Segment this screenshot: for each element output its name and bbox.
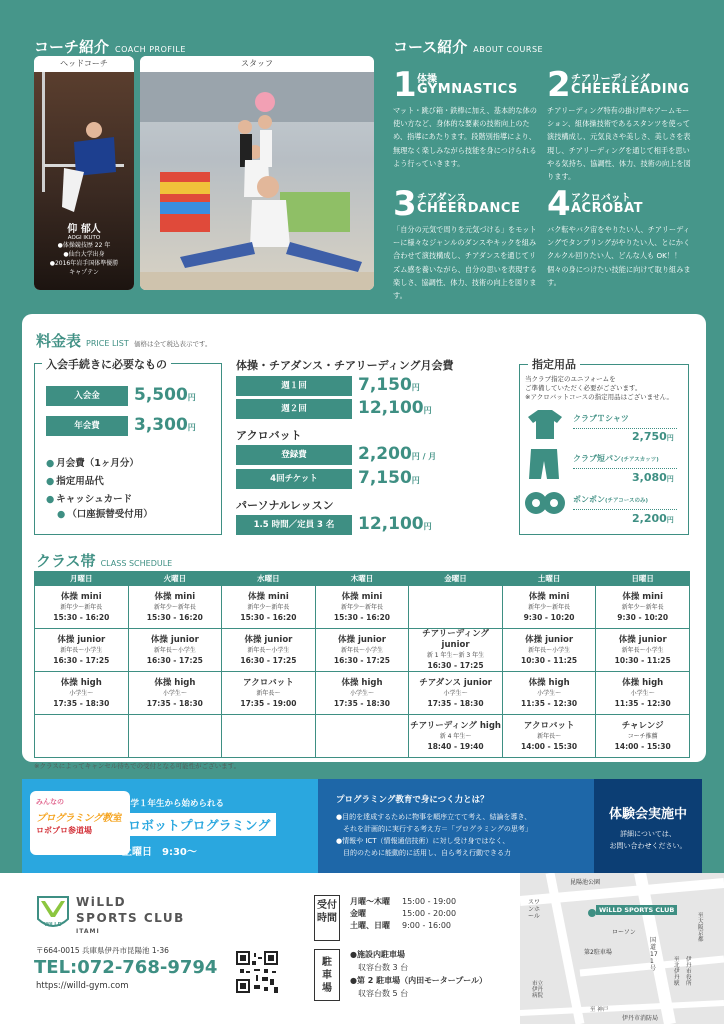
goods-divider bbox=[573, 428, 677, 429]
course-desc: 「自分の元気で周りを元気づける」をモットーに様々なジャンルのダンスやキックを組み合わせて演技構成し、チアダンスを通じてリズム感を養いながら、自分の思いを表現する楽しさ、協調性、体力、技術の向上を図ります。 bbox=[393, 225, 537, 301]
class-time: 16:30 - 17:25 bbox=[427, 661, 484, 670]
tshirt-icon bbox=[526, 408, 564, 440]
class-age: 小学生～ bbox=[630, 689, 655, 697]
personal-title: パーソナルレッスン bbox=[236, 499, 334, 512]
schedule-cell bbox=[315, 586, 409, 629]
class-time: 17:35 - 18:30 bbox=[427, 698, 484, 708]
map-park: 昆陽池公園 bbox=[570, 879, 601, 886]
class-time: 10:30 - 11:25 bbox=[521, 655, 578, 665]
class-age: 新年長～小学生 bbox=[340, 646, 383, 654]
robot-sub: 小学１年生から始められる bbox=[122, 799, 225, 809]
course-number: 2 bbox=[547, 65, 571, 105]
course-number: 1 bbox=[393, 65, 417, 105]
acro-title: アクロバット bbox=[236, 429, 302, 442]
personal-label: 1.5 時間／定員 3 名 bbox=[236, 515, 352, 535]
day-header: 土曜日 bbox=[502, 572, 596, 586]
class-time: 15:30 - 16:20 bbox=[53, 612, 110, 622]
class-age: 新年少～新年長 bbox=[60, 603, 103, 611]
class-age: 小学生～ bbox=[69, 689, 94, 697]
goods-divider bbox=[573, 509, 677, 510]
class-age: 新年少～新年長 bbox=[528, 603, 571, 611]
schedule-cell bbox=[409, 715, 503, 758]
pompom-icon bbox=[524, 488, 566, 522]
programming-info bbox=[318, 779, 594, 873]
schedule-cell bbox=[502, 715, 596, 758]
schedule-cell bbox=[222, 672, 316, 715]
class-age: 小学生～ bbox=[537, 689, 562, 697]
map-club-pin: WiLLD SPORTS CLUB bbox=[596, 905, 677, 915]
emblem-text: WiLLD bbox=[44, 922, 62, 928]
class-name: 体操 junior bbox=[525, 634, 574, 645]
course-gymnastics bbox=[393, 65, 553, 178]
class-age: 新年少～新年長 bbox=[153, 603, 196, 611]
class-age: 新年少～新年長 bbox=[621, 603, 664, 611]
personal-price: 12,100円 bbox=[358, 514, 432, 534]
schedule-cell bbox=[35, 629, 129, 672]
schedule-title: クラス帯 CLASS SCHEDULE bbox=[36, 552, 173, 570]
map-roads bbox=[520, 873, 724, 1024]
hours-row: 月曜～木曜 15:00 - 19:00 bbox=[350, 897, 457, 906]
map-swan: スワンホール bbox=[528, 899, 541, 920]
programming-points: ●目的を達成するために物事を順序立てて考え、結論を導き、 それを計画的に実行する考え方＝「プログラミングの思考」 ●情報や ICT（情報通信技術）に対し受け身ではなく、 目的のために能動的に活用し、自ら考え行動できる力 bbox=[336, 813, 532, 857]
course-desc: チアリーディング特有の掛け声やアームモーション、組体操技術であるスタンツを使って演技構成し、元気良さや美しさ、美しさを表現し、チアリーディングを通じて相手を思いやる気持ち、協調性、体力、技術の向上を図ります。 bbox=[547, 106, 691, 182]
parking-line: 収容台数 3 台 bbox=[350, 963, 409, 972]
class-name: チアリーディング junior bbox=[422, 629, 489, 650]
course-number: 3 bbox=[393, 184, 417, 224]
class-name: 体操 high bbox=[341, 677, 383, 688]
course-section-title: コース紹介 ABOUT COURSE bbox=[393, 38, 544, 56]
brand-line-1: WiLLD bbox=[76, 895, 127, 909]
course-name-jp: チアリーディング bbox=[571, 74, 650, 85]
class-name: 体操 junior bbox=[338, 634, 386, 645]
class-time: 11:35 - 12:30 bbox=[614, 698, 671, 708]
class-time: 14:00 - 15:30 bbox=[614, 741, 671, 751]
schedule-cell bbox=[128, 715, 222, 758]
schedule-cell bbox=[315, 715, 409, 758]
trial-box bbox=[594, 779, 702, 873]
class-age: 新年長～小学生 bbox=[528, 646, 571, 654]
coach-bio-4: キャプテン bbox=[69, 269, 99, 276]
schedule-cell bbox=[409, 629, 503, 672]
day-header: 日曜日 bbox=[596, 572, 690, 586]
class-time: 17:35 - 18:30 bbox=[146, 698, 203, 708]
course-name-en: CHEERLEADING bbox=[571, 82, 690, 97]
coach-name: 仰 郁人 bbox=[67, 224, 101, 235]
class-name: 体操 high bbox=[528, 677, 570, 688]
staff-caption: スタッフ bbox=[140, 56, 374, 72]
brand-line-2: SPORTS CLUB bbox=[76, 911, 185, 925]
footer bbox=[0, 873, 724, 1024]
staff-photo bbox=[140, 56, 374, 290]
class-time: 16:30 - 17:25 bbox=[146, 655, 203, 665]
class-name: 体操 mini bbox=[154, 591, 196, 602]
map-kobe: 至 神戸 bbox=[590, 1007, 609, 1013]
qr-code-icon[interactable] bbox=[236, 951, 278, 993]
day-header: 金曜日 bbox=[409, 572, 503, 586]
head-coach-caption: ヘッドコーチ bbox=[34, 56, 134, 72]
robot-logo bbox=[30, 791, 130, 855]
website-link[interactable]: https://willd-gym.com bbox=[36, 981, 129, 991]
enroll-bullet: ● キャッシュカード bbox=[46, 491, 132, 505]
robot-time: 土曜日 9:30～ bbox=[122, 847, 197, 858]
schedule-cell bbox=[596, 586, 690, 629]
course-desc: マット・跳び箱・鉄棒に加え、基本的な体の使い方など、身体的な要素の技術向上のため、指導にあたります。段階別指導により、無理なく楽しみながら技能を身につけられるよう行っていきます。 bbox=[393, 106, 537, 168]
day-header: 火曜日 bbox=[128, 572, 222, 586]
map-osaka: 至 大阪 京都 bbox=[698, 913, 704, 943]
schedule-cell bbox=[222, 629, 316, 672]
schedule-cell bbox=[128, 586, 222, 629]
schedule-cell bbox=[409, 672, 503, 715]
trial-sub: 詳細については、 bbox=[620, 830, 676, 838]
course-desc: バク転やバク宙をやりたい人、チアリーディングでタンブリングがやりたい人、とにかくクルクル回りたい人、どんな人も OK！！個々の身につけたい技能に向けて取り組みます。 bbox=[547, 225, 691, 287]
goods-pompom-price: 2,200円 bbox=[632, 512, 674, 525]
schedule-cell bbox=[35, 672, 129, 715]
coach-bio-1: ●体操競技歴 22 年 bbox=[57, 242, 111, 249]
schedule-row bbox=[35, 715, 690, 758]
monthly-once-price: 7,150円 bbox=[358, 375, 420, 395]
class-time: 16:30 - 17:25 bbox=[53, 655, 110, 665]
schedule-cell bbox=[502, 672, 596, 715]
staff-illustration bbox=[140, 72, 374, 290]
schedule-row bbox=[35, 629, 690, 672]
map-hospital: 市立伊丹病院 bbox=[532, 981, 544, 999]
course-name-jp: アクロバット bbox=[571, 193, 631, 204]
course-name-en: GYMNASTICS bbox=[417, 82, 518, 97]
parking-line: ●第 2 駐車場（内田モータープール） bbox=[350, 976, 487, 985]
acro-reg-price: 2,200円 / 月 bbox=[358, 444, 437, 464]
schedule-cell bbox=[315, 672, 409, 715]
schedule-row bbox=[35, 586, 690, 629]
robot-logo-mid: プログラミング教室 bbox=[36, 813, 122, 824]
goods-desc: 当クラブ指定のユニフォームを ご準備していただく必要がございます。 ※アクロバットコースの指定用品はございません。 bbox=[525, 375, 674, 401]
class-name: 体操 high bbox=[154, 677, 196, 688]
parking-line: 収容台数 5 台 bbox=[350, 989, 409, 998]
monthly-once-label: 週１回 bbox=[236, 376, 352, 396]
course-acrobat bbox=[547, 184, 707, 297]
class-age: 新年少～新年長 bbox=[340, 603, 383, 611]
schedule-cell bbox=[222, 715, 316, 758]
course-name-en: ACROBAT bbox=[571, 201, 643, 216]
schedule-cell bbox=[409, 586, 503, 629]
trial-title: 体験会実施中 bbox=[608, 807, 687, 822]
annual-fee-label: 年会費 bbox=[46, 416, 128, 436]
class-time: 15:30 - 16:20 bbox=[146, 612, 203, 622]
class-time: 14:00 - 15:30 bbox=[521, 741, 578, 751]
map-city-hall: 伊丹市役所 bbox=[686, 957, 692, 987]
class-name: アクロバット bbox=[523, 720, 575, 731]
class-age: 新年長～ bbox=[256, 689, 281, 697]
parking-line: ●施設内駐車場 bbox=[350, 950, 405, 959]
class-name: チアダンス junior bbox=[419, 677, 492, 688]
access-map[interactable] bbox=[520, 873, 724, 1024]
schedule-cell bbox=[596, 715, 690, 758]
map-fire: 伊丹市消防局 bbox=[622, 1015, 659, 1022]
map-p2: 第2駐車場 bbox=[584, 949, 612, 956]
goods-tshirt-name: クラブＴシャツ bbox=[573, 414, 629, 423]
class-name: 体操 high bbox=[60, 677, 102, 688]
monthly-title: 体操・チアダンス・チアリーディング月会費 bbox=[236, 359, 454, 372]
class-time: 9:30 - 10:20 bbox=[617, 612, 669, 622]
class-age: 小学生～ bbox=[162, 689, 187, 697]
class-name: 体操 mini bbox=[60, 591, 102, 602]
goods-divider bbox=[573, 468, 677, 469]
goods-shorts-price: 3,080円 bbox=[632, 471, 674, 484]
map-kita: 至 北伊丹駅 bbox=[674, 957, 680, 987]
schedule-cell bbox=[502, 629, 596, 672]
class-age: 新年長～小学生 bbox=[247, 646, 290, 654]
map-lawson: ローソン bbox=[612, 929, 636, 936]
schedule-cell bbox=[222, 586, 316, 629]
class-time: 18:40 - 19:40 bbox=[427, 741, 484, 751]
class-time: 10:30 - 11:25 bbox=[614, 655, 671, 665]
schedule-note: ※クラスによってキャンセル待ちでの受付となる可能性がございます。 bbox=[34, 762, 241, 770]
enroll-bullet: ● 月会費（1ヶ月分） bbox=[46, 455, 139, 469]
schedule-row bbox=[35, 672, 690, 715]
monthly-twice-label: 週２回 bbox=[236, 399, 352, 419]
class-name: チャレンジ bbox=[621, 720, 664, 731]
acro-reg-label: 登録費 bbox=[236, 445, 352, 465]
class-age: 小学生～ bbox=[443, 689, 468, 697]
class-name: 体操 junior bbox=[57, 634, 106, 645]
day-header: 水曜日 bbox=[222, 572, 316, 586]
coach-name-en: AOGI IKUTO bbox=[67, 235, 101, 241]
schedule-cell bbox=[596, 672, 690, 715]
class-name: 体操 mini bbox=[528, 591, 570, 602]
day-header: 木曜日 bbox=[315, 572, 409, 586]
class-name: 体操 high bbox=[622, 677, 664, 688]
class-age: 新年少～新年長 bbox=[247, 603, 290, 611]
class-name: 体操 junior bbox=[244, 634, 293, 645]
class-name: チアリーディング high bbox=[410, 720, 501, 731]
course-number: 4 bbox=[547, 184, 571, 224]
shorts-icon bbox=[528, 447, 560, 481]
class-age: 新年長～小学生 bbox=[60, 646, 103, 654]
class-name: 体操 junior bbox=[150, 634, 199, 645]
coach-section-title: コーチ紹介 COACH PROFILE bbox=[34, 38, 186, 56]
enroll-title: 入会手続きに必要なもの bbox=[42, 356, 171, 372]
schedule-cell bbox=[315, 629, 409, 672]
coach-bio-3: ●2016年岩手国体準優勝 bbox=[49, 260, 119, 267]
class-time: 17:35 - 18:30 bbox=[333, 698, 391, 708]
class-name: 体操 mini bbox=[341, 591, 383, 602]
coach-bio-2: ●仙台大学出身 bbox=[63, 251, 105, 258]
acro-ticket-label: 4回チケット bbox=[236, 469, 352, 489]
hours-row: 金曜 15:00 - 20:00 bbox=[350, 909, 457, 918]
class-name: アクロバット bbox=[243, 677, 294, 688]
annual-fee-price: 3,300円 bbox=[134, 415, 196, 435]
goods-title: 指定用品 bbox=[528, 356, 580, 372]
class-time: 11:35 - 12:30 bbox=[521, 698, 578, 708]
enroll-bullet: ● 指定用品代 bbox=[46, 473, 104, 487]
course-name-en: CHEERDANCE bbox=[417, 201, 521, 216]
schedule-cell bbox=[35, 715, 129, 758]
class-age: 新 1 年生～新 3 年生 bbox=[426, 652, 485, 659]
head-coach-photo bbox=[34, 56, 134, 290]
course-name-jp: 体操 bbox=[417, 74, 437, 85]
enroll-bullet-sub: ● （口座振替受付用） bbox=[57, 506, 153, 520]
acro-ticket-price: 7,150円 bbox=[358, 468, 420, 488]
price-list-title: 料金表 PRICE LIST 価格は全て税込表示です。 bbox=[36, 332, 212, 350]
enroll-fee-price: 5,500円 bbox=[134, 385, 196, 405]
class-time: 17:35 - 18:30 bbox=[53, 698, 110, 708]
course-name-jp: チアダンス bbox=[417, 193, 467, 204]
class-age: 新年長～小学生 bbox=[153, 646, 196, 654]
phone-number[interactable]: TEL:072-768-9794 bbox=[34, 957, 218, 978]
class-age: コーチ推薦 bbox=[627, 732, 658, 740]
goods-tshirt-price: 2,750円 bbox=[632, 430, 674, 443]
club-emblem-icon bbox=[36, 895, 70, 933]
goods-pompom-name: ポンポン(チアコースのみ) bbox=[573, 495, 648, 504]
class-time: 16:30 - 17:25 bbox=[333, 655, 391, 665]
programming-question: プログラミング教育で身につく力とは？ bbox=[336, 795, 489, 805]
class-time: 17:35 - 19:00 bbox=[240, 698, 297, 708]
class-age: 新年長～ bbox=[537, 732, 562, 740]
class-time: 16:30 - 17:25 bbox=[240, 655, 297, 665]
hours-label: 受付時間 bbox=[314, 895, 340, 941]
robot-banner bbox=[22, 779, 318, 873]
schedule-table bbox=[34, 571, 690, 758]
robot-logo-top: みんなの bbox=[36, 798, 64, 806]
class-age: 新 4 年生～ bbox=[439, 732, 472, 740]
schedule-cell bbox=[596, 629, 690, 672]
hours-row: 土曜、日曜 9:00 - 16:00 bbox=[350, 921, 451, 930]
class-time: 15:30 - 16:20 bbox=[240, 612, 297, 622]
schedule-cell bbox=[35, 586, 129, 629]
class-time: 15:30 - 16:20 bbox=[333, 612, 391, 622]
schedule-cell bbox=[128, 629, 222, 672]
class-name: 体操 mini bbox=[248, 591, 289, 602]
day-header: 月曜日 bbox=[35, 572, 129, 586]
robot-title: ロボットプログラミング bbox=[122, 813, 276, 836]
schedule-header-row bbox=[35, 572, 690, 586]
schedule-cell bbox=[128, 672, 222, 715]
class-time: 9:30 - 10:20 bbox=[523, 612, 575, 622]
trial-sub: お問い合わせください。 bbox=[609, 842, 687, 850]
class-age: 小学生～ bbox=[349, 689, 374, 697]
class-age: 新年長～小学生 bbox=[621, 646, 664, 654]
class-name: 体操 junior bbox=[618, 634, 667, 645]
goods-shorts-name: クラブ短パン(チアスカッツ) bbox=[573, 454, 659, 463]
enroll-fee-label: 入会金 bbox=[46, 386, 128, 406]
course-cheerleading bbox=[547, 65, 707, 182]
class-name: 体操 mini bbox=[622, 591, 664, 602]
brand-line-3: ITAMI bbox=[76, 928, 100, 935]
robot-logo-bottom: ロボプロ参道場 bbox=[36, 826, 92, 835]
schedule-cell bbox=[502, 586, 596, 629]
monthly-twice-price: 12,100円 bbox=[358, 398, 432, 418]
course-cheerdance bbox=[393, 184, 553, 301]
address: 〒664-0015 兵庫県伊丹市昆陽池 1-36 bbox=[36, 946, 169, 955]
map-route: 国道 171 号 bbox=[650, 937, 658, 972]
parking-label: 駐車場 bbox=[314, 949, 340, 1001]
